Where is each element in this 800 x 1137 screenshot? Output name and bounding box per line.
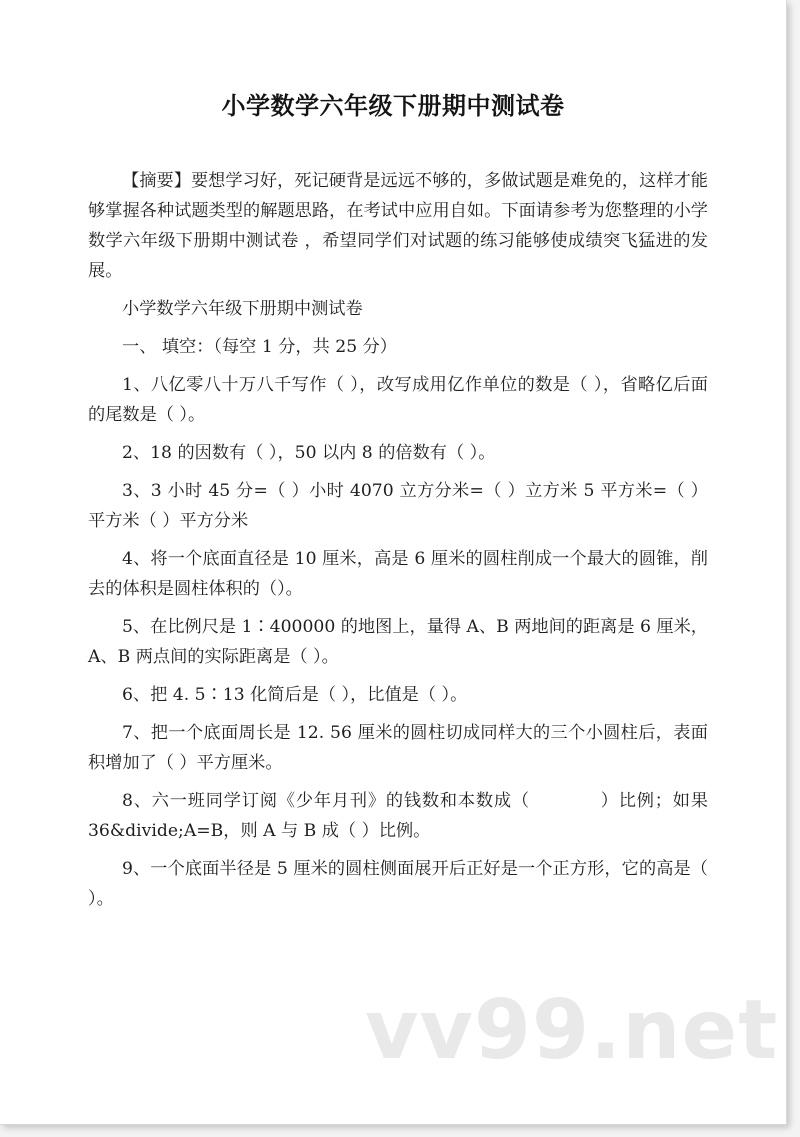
question-9: 9、一个底面半径是 5 厘米的圆柱侧面展开后正好是一个正方形，它的高是（ ）。 <box>88 859 708 909</box>
question-2: 2、18 的因数有（ ），50 以内 8 的倍数有（ ）。 <box>122 443 496 463</box>
question-8-part-1: 8、六一班同学订阅《少年月刊》的钱数和本数成（ <box>122 791 530 811</box>
document-title: 小学数学六年级下册期中测试卷 <box>221 92 565 120</box>
question-5: 5、在比例尺是 1∶400000 的地图上，量得 A、B 两地间的距离是 6 厘米，A、B 两点间的实际距离是（ ）。 <box>88 617 708 667</box>
question-6: 6、把 4. 5∶13 化简后是（ ），比值是（ ）。 <box>122 685 468 705</box>
question-1: 1、八亿零八十万八千写作（ ），改写成用亿作单位的数是（ ），省略亿后面的尾数是（ ）。 <box>88 375 708 425</box>
section-heading: 一、 填空：（每空 1 分，共 25 分） <box>122 337 397 357</box>
question-3: 3、3 小时 45 分=（ ）小时 4070 立方分米=（ ）立方米 5 平方米=（ ）平方米（ ）平方分米 <box>88 481 708 531</box>
watermark: vv99.net <box>365 983 779 1078</box>
abstract-paragraph: 【摘要】要想学习好，死记硬背是远远不够的，多做试题是难免的，这样才能够掌握各种试题类型的解题思路，在考试中应用自如。下面请参考为您整理的小学数学六年级下册期中测试卷 ，希望同学们对试题的练习能够使成绩突飞猛进的发展。 <box>88 171 708 281</box>
question-4: 4、将一个底面直径是 10 厘米，高是 6 厘米的圆柱削成一个最大的圆锥，削去的体积是圆柱体积的（）。 <box>88 549 708 599</box>
subtitle-paragraph: 小学数学六年级下册期中测试卷 <box>122 299 363 319</box>
question-8-part-2: ）比例；如果 36&divide;A=B，则 A 与 B 成（ ）比例。 <box>88 791 708 841</box>
document-body <box>88 166 708 914</box>
question-8 <box>88 786 708 846</box>
question-7: 7、把一个底面周长是 12. 56 厘米的圆柱切成同样大的三个小圆柱后，表面积增加了（ ）平方厘米。 <box>88 723 708 773</box>
